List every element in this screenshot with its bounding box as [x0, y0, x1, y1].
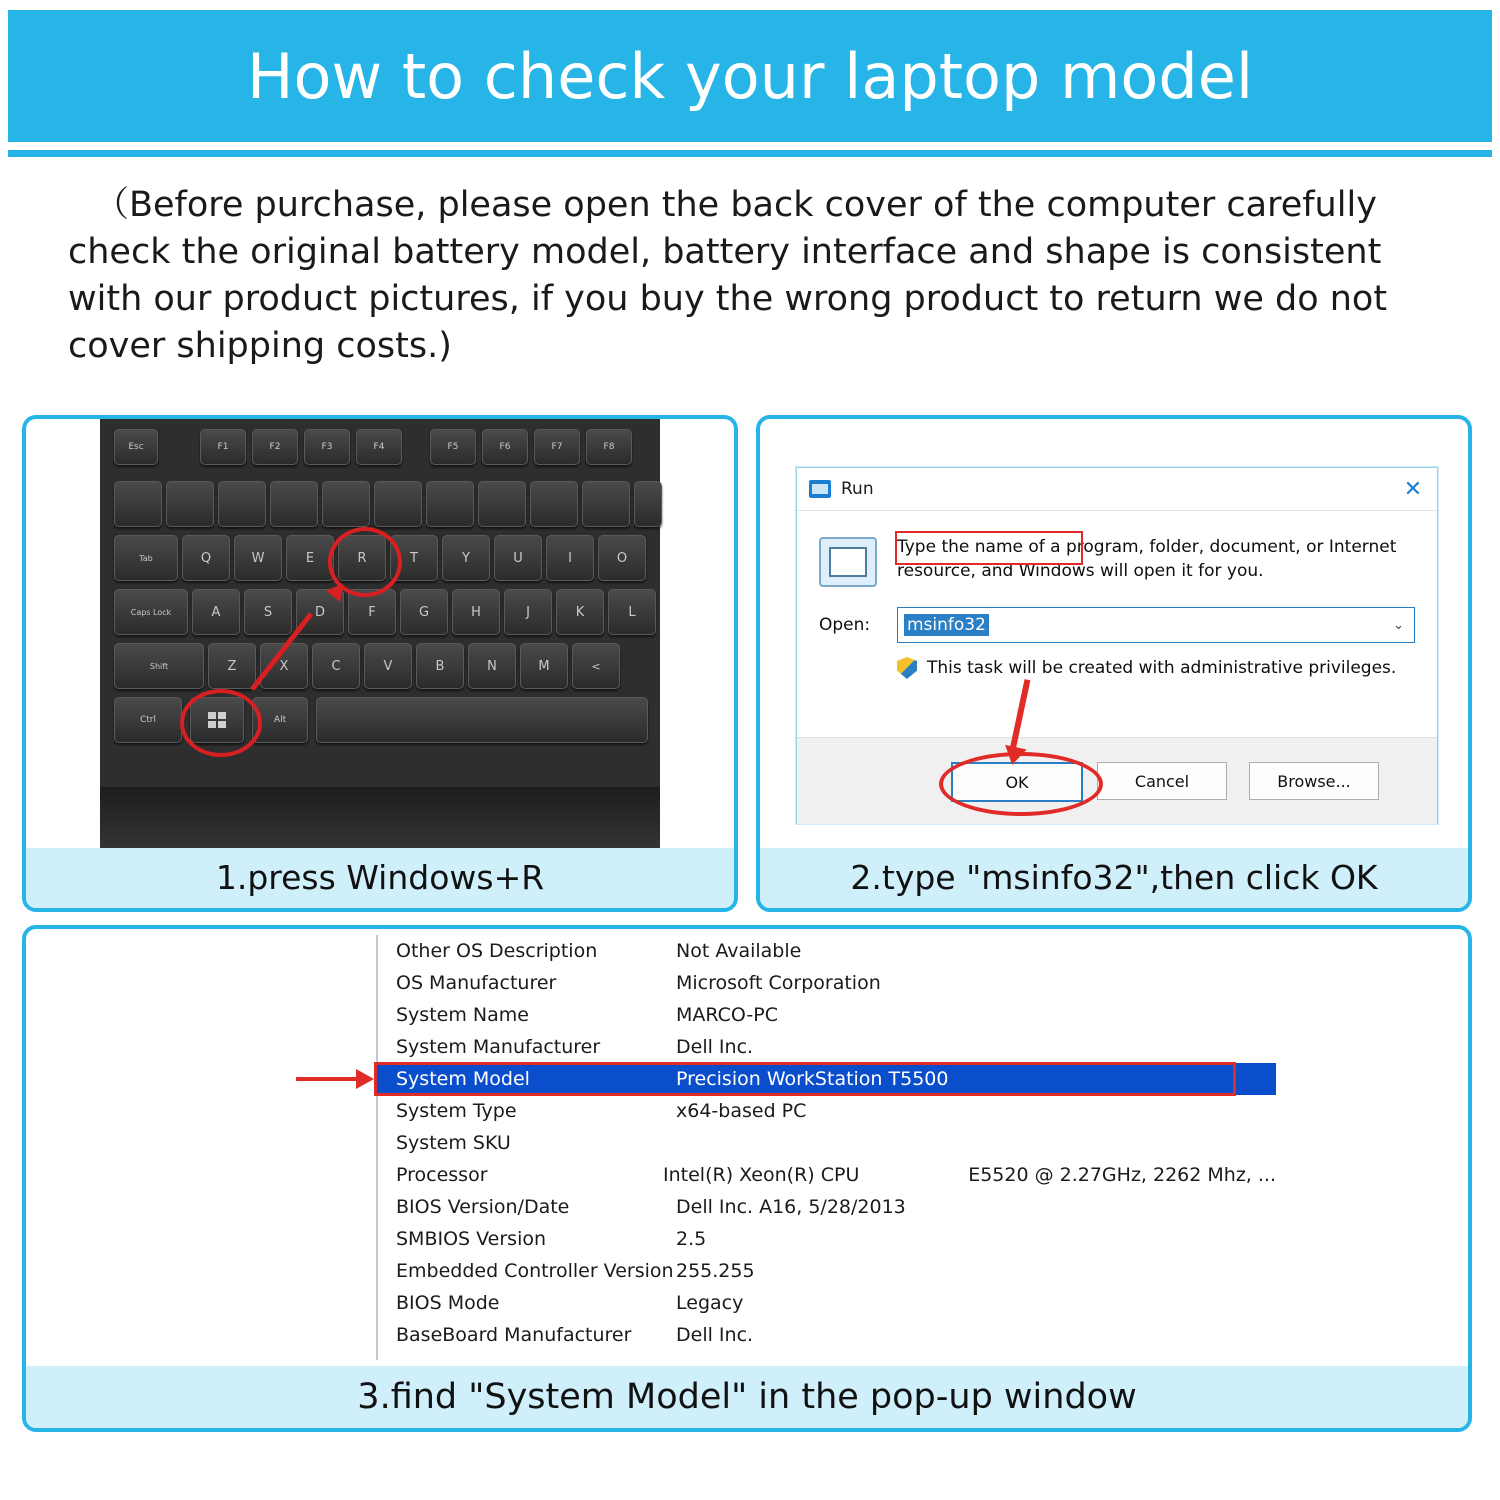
cancel-button[interactable]: Cancel	[1097, 762, 1227, 800]
row-key: BaseBoard Manufacturer	[396, 1324, 632, 1346]
row-key: Other OS Description	[396, 940, 598, 962]
row-key: Processor	[396, 1164, 488, 1186]
row-key: BIOS Version/Date	[396, 1196, 570, 1218]
key-r: R	[338, 535, 386, 581]
keyboard-photo	[100, 419, 660, 849]
key-f: F	[348, 589, 396, 635]
key-4	[322, 481, 370, 527]
key-esc: Esc	[114, 429, 158, 465]
table-row[interactable]	[376, 1095, 1276, 1127]
open-input[interactable]	[897, 607, 1415, 643]
key-j: J	[504, 589, 552, 635]
key-l: L	[608, 589, 656, 635]
key-t: T	[390, 535, 438, 581]
open-label: Open:	[819, 615, 871, 635]
step-2-image	[760, 419, 1468, 851]
key-o: O	[598, 535, 646, 581]
key-3	[270, 481, 318, 527]
table-row[interactable]	[376, 1255, 1276, 1287]
table-row[interactable]	[376, 999, 1276, 1031]
uac-notice	[897, 657, 1396, 679]
chevron-down-icon[interactable]: ⌄	[1393, 617, 1404, 633]
row-value: Dell Inc. A16, 5/28/2013	[676, 1196, 906, 1218]
key-m: M	[520, 643, 568, 689]
run-button-bar	[797, 737, 1437, 824]
key-0	[634, 481, 662, 527]
key-f8: F8	[586, 429, 632, 465]
row-key: System Type	[396, 1100, 517, 1122]
run-app-icon	[819, 537, 877, 587]
step-card-1	[22, 415, 738, 912]
row-key: System Model	[396, 1068, 530, 1090]
run-content	[797, 511, 1437, 824]
key-1	[166, 481, 214, 527]
row-value: x64-based PC	[676, 1100, 807, 1122]
key-f1: F1	[200, 429, 246, 465]
key-5	[374, 481, 422, 527]
row-key: OS Manufacturer	[396, 972, 557, 994]
key-f4: F4	[356, 429, 402, 465]
system-information-list	[376, 935, 1276, 1360]
run-title: Run	[841, 479, 874, 499]
step-2-caption: 2.type "msinfo32",then click OK	[760, 848, 1468, 908]
row-value: Legacy	[676, 1292, 744, 1314]
key-a: A	[192, 589, 240, 635]
key-comma: <	[572, 643, 620, 689]
table-row[interactable]	[376, 1223, 1276, 1255]
key-tab: Tab	[114, 535, 178, 581]
row-value: Intel(R) Xeon(R) CPU	[663, 1164, 860, 1186]
step-3-image	[26, 929, 1468, 1369]
key-q: Q	[182, 535, 230, 581]
key-d: D	[296, 589, 344, 635]
key-b: B	[416, 643, 464, 689]
close-icon[interactable]: ✕	[1403, 476, 1423, 502]
key-f2: F2	[252, 429, 298, 465]
key-ctrl-left: Ctrl	[114, 697, 182, 743]
key-2	[218, 481, 266, 527]
key-g: G	[400, 589, 448, 635]
row-value: MARCO-PC	[676, 1004, 778, 1026]
step-3-caption: 3.find "System Model" in the pop-up window	[26, 1366, 1468, 1428]
row-key: System Manufacturer	[396, 1036, 601, 1058]
key-tilde	[114, 481, 162, 527]
step-1-caption: 1.press Windows+R	[26, 848, 734, 908]
key-8	[530, 481, 578, 527]
key-x: X	[260, 643, 308, 689]
row-key: BIOS Mode	[396, 1292, 500, 1314]
table-row[interactable]	[376, 1159, 1276, 1191]
page-title: How to check your laptop model	[246, 39, 1254, 113]
row-value: Dell Inc.	[676, 1036, 754, 1058]
row-value: 255.255	[676, 1260, 755, 1282]
key-f3: F3	[304, 429, 350, 465]
key-s: S	[244, 589, 292, 635]
table-row[interactable]	[376, 1319, 1276, 1351]
ok-button[interactable]: OK	[951, 762, 1083, 802]
run-window-icon	[809, 480, 831, 498]
row-value-extra: E5520 @ 2.27GHz, 2262 Mhz, ...	[968, 1164, 1276, 1186]
key-i: I	[546, 535, 594, 581]
run-titlebar	[797, 468, 1437, 511]
row-value: 2.5	[676, 1228, 707, 1250]
row-value: Microsoft Corporation	[676, 972, 881, 994]
key-e: E	[286, 535, 334, 581]
row-value: Precision WorkStation T5500	[676, 1068, 949, 1090]
key-6	[426, 481, 474, 527]
key-y: Y	[442, 535, 490, 581]
key-f5: F5	[430, 429, 476, 465]
page-header	[8, 10, 1492, 142]
key-h: H	[452, 589, 500, 635]
keyboard-wrist-rest	[100, 787, 660, 849]
row-key: SMBIOS Version	[396, 1228, 547, 1250]
shield-icon	[897, 657, 917, 679]
windows-key-highlight-circle	[180, 689, 262, 757]
key-space	[316, 697, 648, 743]
key-shift-left: Shift	[114, 643, 204, 689]
table-row[interactable]	[376, 1127, 1276, 1159]
row-key: Embedded Controller Version	[396, 1260, 674, 1282]
run-description: Type the name of a program, folder, document, or Internet resource, and Windows will open it for you.	[897, 537, 1397, 581]
table-row[interactable]	[376, 935, 1276, 967]
key-u: U	[494, 535, 542, 581]
table-row[interactable]	[376, 1191, 1276, 1223]
key-9	[582, 481, 630, 527]
step-1-image	[26, 419, 734, 851]
table-row[interactable]	[376, 1287, 1276, 1319]
table-row-system-model[interactable]	[376, 1063, 1276, 1095]
header-underline	[8, 150, 1492, 157]
key-c: C	[312, 643, 360, 689]
description-highlight-box	[895, 531, 1083, 565]
step-card-2	[756, 415, 1472, 912]
key-7	[478, 481, 526, 527]
key-w: W	[234, 535, 282, 581]
key-f7: F7	[534, 429, 580, 465]
system-model-arrow-icon	[296, 1077, 358, 1081]
intro-paragraph: （Before purchase, please open the back cover of the computer carefully check the original battery model, battery interface and shape is consistent with our product pictures, if you buy the wrong product to return we do not cover shipping costs.)	[68, 185, 1388, 366]
key-n: N	[468, 643, 516, 689]
key-v: V	[364, 643, 412, 689]
table-row[interactable]	[376, 967, 1276, 999]
row-value: Not Available	[676, 940, 802, 962]
browse-button[interactable]: Browse...	[1249, 762, 1379, 800]
row-key: System Name	[396, 1004, 529, 1026]
row-value: Dell Inc.	[676, 1324, 754, 1346]
key-capslock: Caps Lock	[114, 589, 188, 635]
key-f6: F6	[482, 429, 528, 465]
run-dialog	[796, 467, 1438, 824]
table-row[interactable]	[376, 1031, 1276, 1063]
key-z: Z	[208, 643, 256, 689]
row-key: System SKU	[396, 1132, 511, 1154]
open-input-value: msinfo32	[904, 614, 989, 636]
uac-text: This task will be created with administrative privileges.	[927, 658, 1397, 678]
key-alt-left: Alt	[252, 697, 308, 743]
step-card-3	[22, 925, 1472, 1432]
key-k: K	[556, 589, 604, 635]
